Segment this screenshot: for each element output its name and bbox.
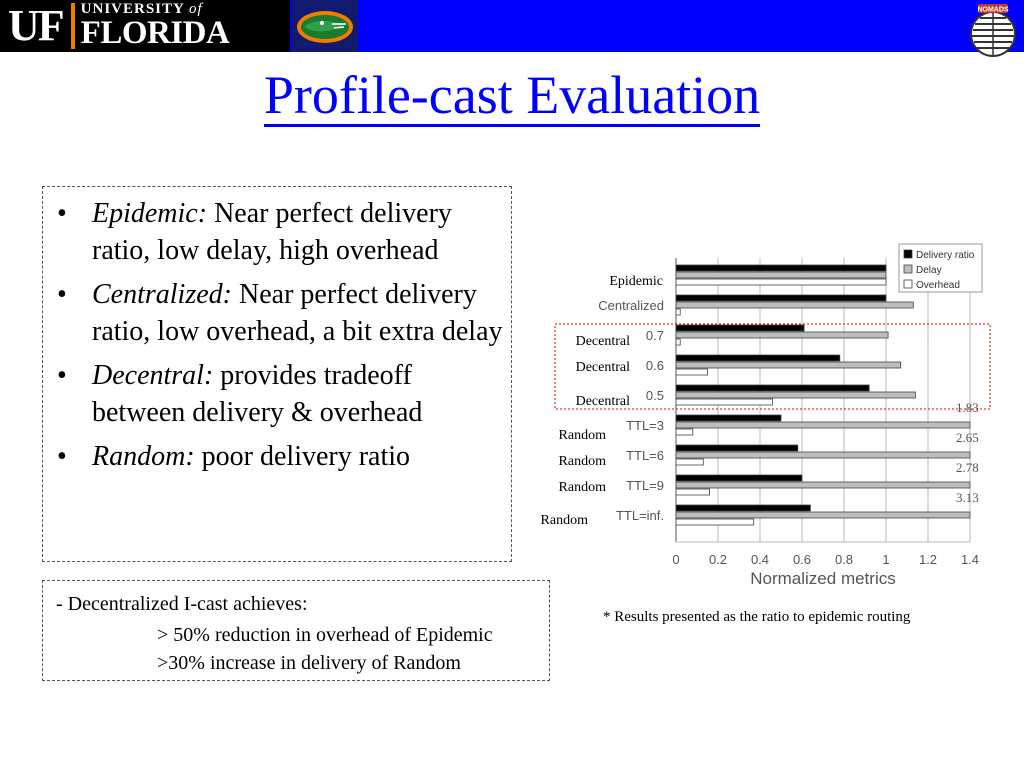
value-annotation: 2.78 (956, 460, 979, 475)
x-tick-label: 0.2 (708, 552, 728, 567)
summary-box (42, 580, 550, 681)
bar-delay (676, 422, 970, 428)
bar-delivery-ratio (676, 355, 840, 361)
bar-overhead (676, 309, 680, 315)
bar-delivery-ratio (676, 445, 798, 451)
bullet-item-decentral: • Decentral: provides tradeoff between delivery & overhead (43, 357, 513, 431)
group-label: Decentral (575, 394, 630, 409)
legend-swatch (904, 250, 912, 258)
summary-point-delivery: >30% increase in delivery of Random (157, 652, 461, 674)
bar-overhead (676, 489, 710, 495)
nomads-logo-icon (964, 2, 1022, 58)
x-tick-label: 1.4 (960, 552, 980, 567)
uf-logo-florida: FLORIDA (80, 15, 230, 51)
bar-overhead (676, 399, 773, 405)
category-label: 0.6 (645, 358, 664, 373)
legend-swatch (904, 280, 912, 288)
uf-logo-university: UNIVERSITY of (80, 1, 203, 17)
bar-delivery-ratio (676, 295, 886, 301)
category-label: Centralized (598, 298, 664, 313)
bullet-item-epidemic: • Epidemic: Near perfect delivery ratio, low delay, high overhead (43, 195, 513, 269)
bar-overhead (676, 519, 754, 525)
x-tick-label: 1.2 (918, 552, 938, 567)
bar-overhead (676, 459, 703, 465)
bar-delivery-ratio (676, 505, 810, 511)
group-label: Random (558, 480, 606, 495)
group-label: Epidemic (609, 274, 663, 289)
value-annotation: 1.83 (956, 400, 979, 415)
value-annotation: 2.65 (956, 430, 979, 445)
bar-delay (676, 452, 970, 458)
category-label: TTL=inf. (615, 508, 664, 523)
x-tick-label: 0.4 (750, 552, 770, 567)
summary-heading: - Decentralized I-cast achieves: (56, 593, 308, 615)
x-tick-label: 0 (672, 552, 680, 567)
x-axis-label: Normalized metrics (750, 569, 896, 588)
chart-footnote: * Results presented as the ratio to epidemic routing (603, 609, 911, 625)
bar-delivery-ratio (676, 385, 869, 391)
category-label: 0.7 (645, 328, 664, 343)
bar-chart-svg (525, 240, 995, 590)
bar-delay (676, 482, 970, 488)
bar-delivery-ratio (676, 415, 781, 421)
legend-label: Overhead (916, 280, 960, 291)
bar-delay (676, 392, 915, 398)
bar-chart (525, 240, 995, 590)
bar-overhead (676, 339, 680, 345)
uf-logo-words (81, 2, 230, 50)
uf-logo-divider (71, 3, 75, 49)
category-label: TTL=6 (626, 448, 664, 463)
legend-label: Delivery ratio (916, 250, 975, 261)
category-label: TTL=9 (626, 478, 664, 493)
legend-label: Delay (916, 265, 942, 276)
value-annotation: 3.13 (956, 490, 979, 505)
slide-title: Profile-cast Evaluation (0, 64, 1024, 127)
bar-overhead (676, 279, 886, 285)
bar-delay (676, 272, 886, 278)
bar-delivery-ratio (676, 475, 802, 481)
group-label: Random (540, 513, 588, 528)
bullet-item-random: • Random: poor delivery ratio (43, 438, 513, 475)
gator-logo-icon (292, 0, 358, 52)
bar-delay (676, 512, 970, 518)
group-label: Random (558, 428, 606, 443)
bar-delay (676, 302, 913, 308)
bar-overhead (676, 429, 693, 435)
x-tick-label: 0.8 (834, 552, 854, 567)
bullet-box (42, 186, 512, 562)
bar-delivery-ratio (676, 325, 804, 331)
legend-swatch (904, 265, 912, 273)
bar-delivery-ratio (676, 265, 886, 271)
x-tick-label: 0.6 (792, 552, 812, 567)
category-label: TTL=3 (626, 418, 664, 433)
uf-logo-mark: UF (8, 1, 63, 50)
uf-logo (0, 0, 290, 52)
group-label: Decentral (575, 360, 630, 375)
group-label: Random (558, 454, 606, 469)
x-tick-label: 1 (882, 552, 890, 567)
bar-delay (676, 332, 888, 338)
category-label: 0.5 (645, 388, 664, 403)
summary-point-overhead: > 50% reduction in overhead of Epidemic (157, 624, 493, 646)
bar-overhead (676, 369, 708, 375)
group-label: Decentral (575, 334, 630, 349)
bullet-item-centralized: • Centralized: Near perfect delivery ratio, low overhead, a bit extra delay (43, 276, 513, 350)
svg-text:NOMADS: NOMADS (977, 6, 1009, 14)
bar-delay (676, 362, 901, 368)
bullet-list (43, 195, 513, 482)
